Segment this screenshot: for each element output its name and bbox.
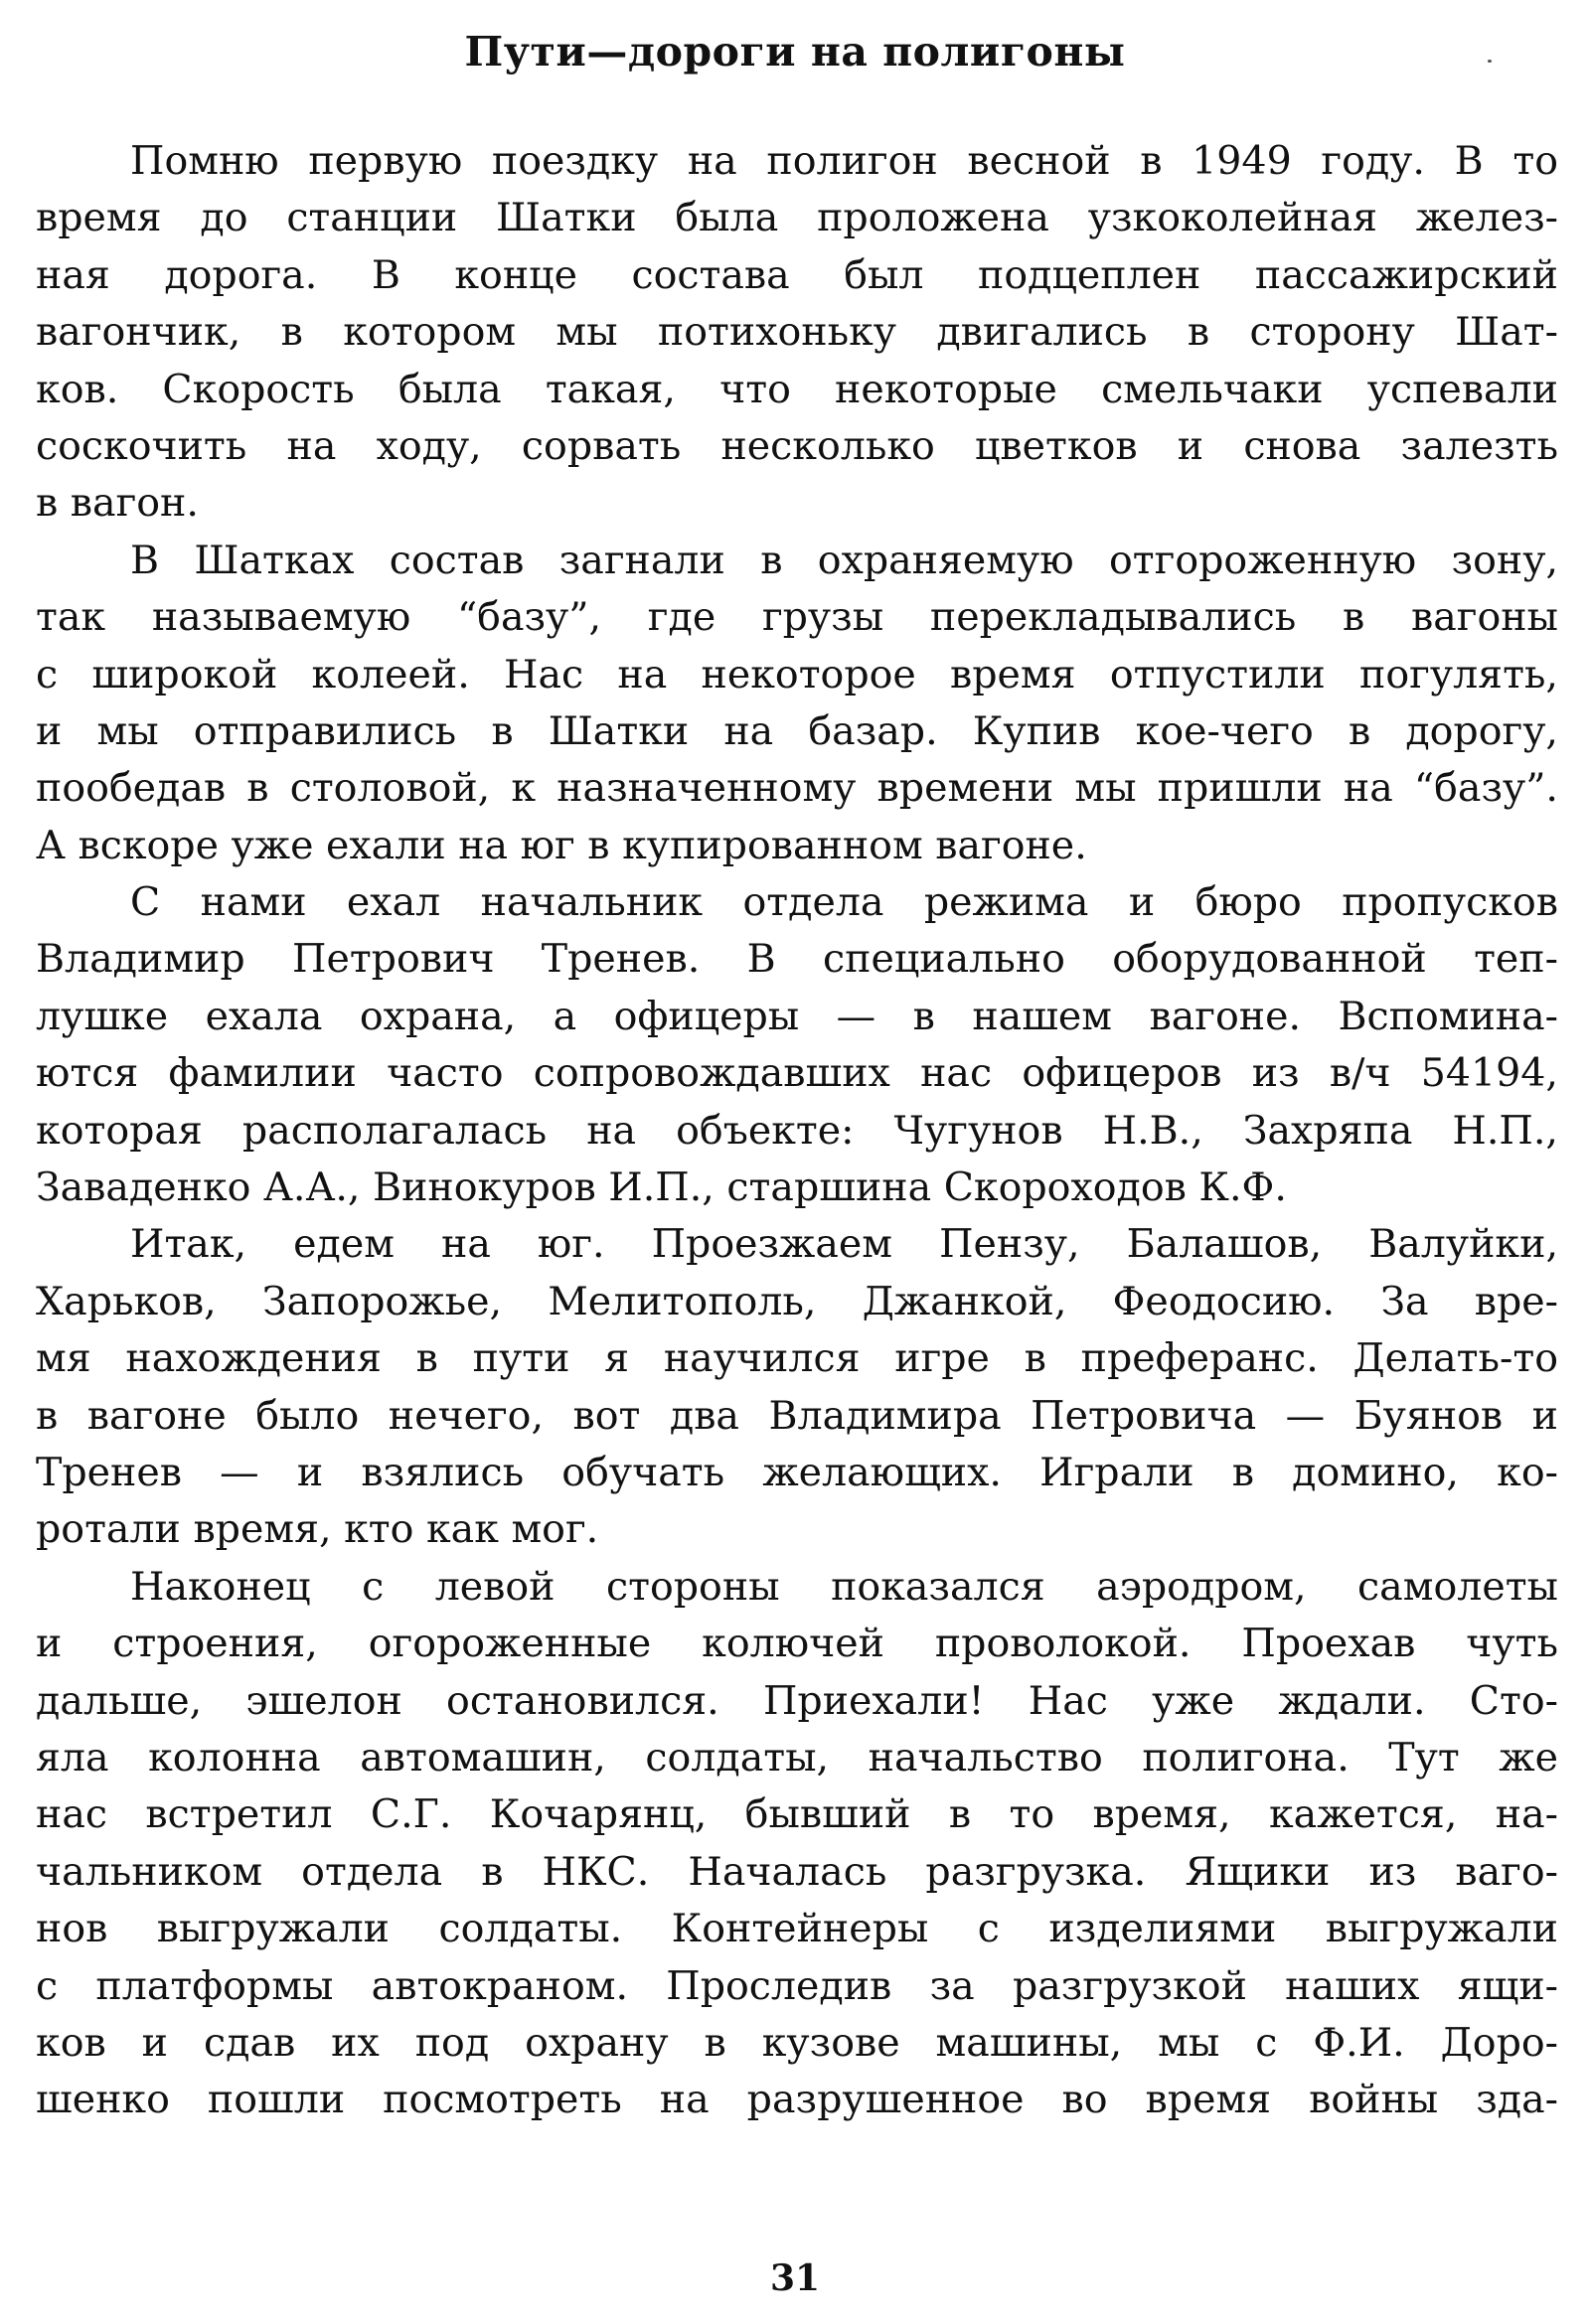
text-line: А вскоре уже ехали на юг в купированном вагоне. [36,822,1087,868]
text-line: Заваденко А.А., Винокуров И.П., старшина Скороходов К.Ф. [36,1164,1287,1211]
text-line: ков. Скорость была такая, что некоторые смельчаки успевали [36,366,1558,412]
text-line: с широкой колеей. Нас на некоторое время отпустили погулять, [36,651,1558,697]
text-line: чальником отдела в НКС. Началась разгрузка. Ящики из ваго- [36,1848,1558,1895]
text-line: ная дорога. В конце состава был подцеплен пассажирский [36,251,1558,298]
text-line: Харьков, Запорожье, Мелитополь, Джанкой, Феодосию. За вре- [36,1278,1558,1324]
text-line: нов выгружали солдаты. Контейнеры с изделиями выгружали [36,1906,1558,1952]
page-number: 31 [769,2257,821,2299]
text-line: и мы отправились в Шатки на базар. Купив кое-чего в дорогу, [36,707,1558,754]
text-line: вагончик, в котором мы потихоньку двигались в сторону Шат- [36,309,1558,356]
scan-speck [1488,60,1492,63]
text-line: соскочить на ходу, сорвать несколько цветков и снова залезть [36,422,1558,469]
text-line: яла колонна автомашин, солдаты, начальство полигона. Тут же [36,1734,1558,1781]
text-line: и строения, огороженные колючей проволокой. Проехав чуть [36,1621,1558,1667]
text-line: которая располагалась на объекте: Чугунов Н.В., Захряпа Н.П., [36,1107,1558,1154]
text-line: лушке ехала охрана, а офицеры — в нашем вагоне. Вспомина- [36,993,1558,1039]
text-line: время до станции Шатки была проложена узкоколейная желез- [36,195,1558,241]
page-title: Пути—дороги на полигоны [464,28,1126,76]
text-line: нас встретил С.Г. Кочарянц, бывший в то время, кажется, на- [36,1791,1558,1838]
text-line: пообедав в столовой, к назначенному времени мы пришли на “базу”. [36,765,1558,812]
text-line: с платформы автокраном. Проследив за разгрузкой наших ящи- [36,1962,1558,2009]
text-line: ков и сдав их под охрану в кузове машины, мы с Ф.И. Доро- [36,2019,1558,2066]
body-text [36,133,1558,2129]
text-line: в вагон. [36,480,199,527]
text-line: Владимир Петрович Тренев. В специально оборудованной теп- [36,936,1558,983]
text-line: Итак, едем на юг. Проезжаем Пензу, Балашов, Валуйки, [130,1221,1558,1268]
text-line: в вагоне было нечего, вот два Владимира Петровича — Буянов и [36,1392,1558,1439]
text-line: Наконец с левой стороны показался аэродром, самолеты [130,1563,1558,1610]
text-line: так называемую “базу”, где грузы перекладывались в вагоны [36,594,1558,641]
text-line: ротали время, кто как мог. [36,1506,599,1553]
text-line: В Шатках состав загнали в охраняемую отгороженную зону, [130,537,1558,583]
text-line: Помню первую поездку на полигон весной в 1949 году. В то [130,138,1558,184]
text-line: Тренев — и взялись обучать желающих. Играли в домино, ко- [36,1449,1558,1495]
text-line: дальше, эшелон остановился. Приехали! Нас уже ждали. Сто- [36,1677,1558,1724]
text-line: С нами ехал начальник отдела режима и бюро пропусков [130,879,1558,926]
text-line: ются фамилии часто сопровождавших нас офицеров из в/ч 54194, [36,1050,1558,1097]
text-line: мя нахождения в пути я научился игре в преферанс. Делать-то [36,1335,1558,1382]
text-line: шенко пошли посмотреть на разрушенное во время войны зда- [36,2077,1558,2123]
